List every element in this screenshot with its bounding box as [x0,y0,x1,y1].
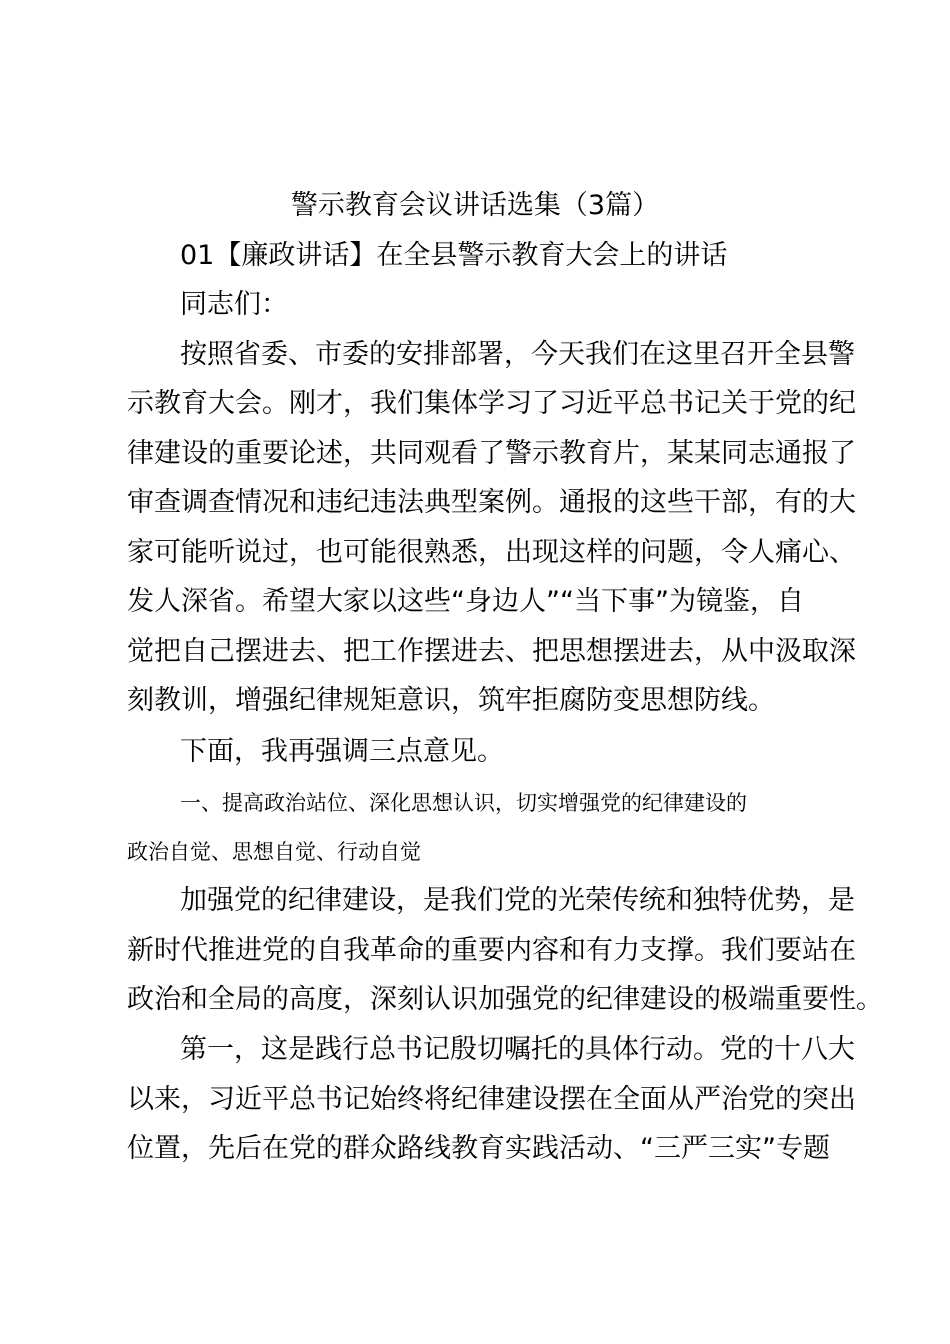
paragraph-line: 按照省委、市委的安排部署，今天我们在这里召开全县警 [180,339,855,370]
paragraph-line: 发人深省。希望大家以这些“身边人”“当下事”为镜鉴，自 [127,586,804,617]
paragraph-line: 以来，习近平总书记始终将纪律建设摆在全面从严治党的突出 [127,1084,856,1115]
section-heading: 政治自觉、思想自觉、行动自觉 [127,840,421,864]
paragraph-line: 审查调查情况和违纪违法典型案例。通报的这些干部，有的大 [127,487,856,518]
paragraph-line: 律建设的重要论述，共同观看了警示教育片，某某同志通报了 [127,438,856,469]
document-subtitle: 01【廉政讲话】在全县警示教育大会上的讲话 [180,240,728,271]
paragraph-line: 位置，先后在党的群众路线教育实践活动、“三严三实”专题 [127,1133,830,1164]
paragraph-line: 政治和全局的高度，深刻认识加强党的纪律建设的极端重要性。 [127,984,883,1015]
paragraph-line: 觉把自己摆进去、把工作摆进去、把思想摆进去，从中汲取深 [127,636,856,667]
document-title: 警示教育会议讲话选集（3篇） [290,190,660,221]
paragraph-line: 示教育大会。刚才，我们集体学习了习近平总书记关于党的纪 [127,388,856,419]
paragraph-line: 刻教训，增强纪律规矩意识，筑牢拒腐防变思想防线。 [127,685,775,716]
paragraph-line: 加强党的纪律建设，是我们党的光荣传统和独特优势，是 [180,885,855,916]
paragraph-line: 家可能听说过，也可能很熟悉，出现这样的问题，令人痛心、 [127,537,856,568]
section-heading: 一、提高政治站位、深化思想认识，切实增强党的纪律建设的 [180,791,747,815]
paragraph-line: 新时代推进党的自我革命的重要内容和有力支撑。我们要站在 [127,935,856,966]
paragraph-line: 下面，我再强调三点意见。 [180,736,504,767]
salutation: 同志们： [180,289,288,320]
paragraph-line: 第一，这是践行总书记殷切嘱托的具体行动。党的十八大 [180,1034,855,1065]
